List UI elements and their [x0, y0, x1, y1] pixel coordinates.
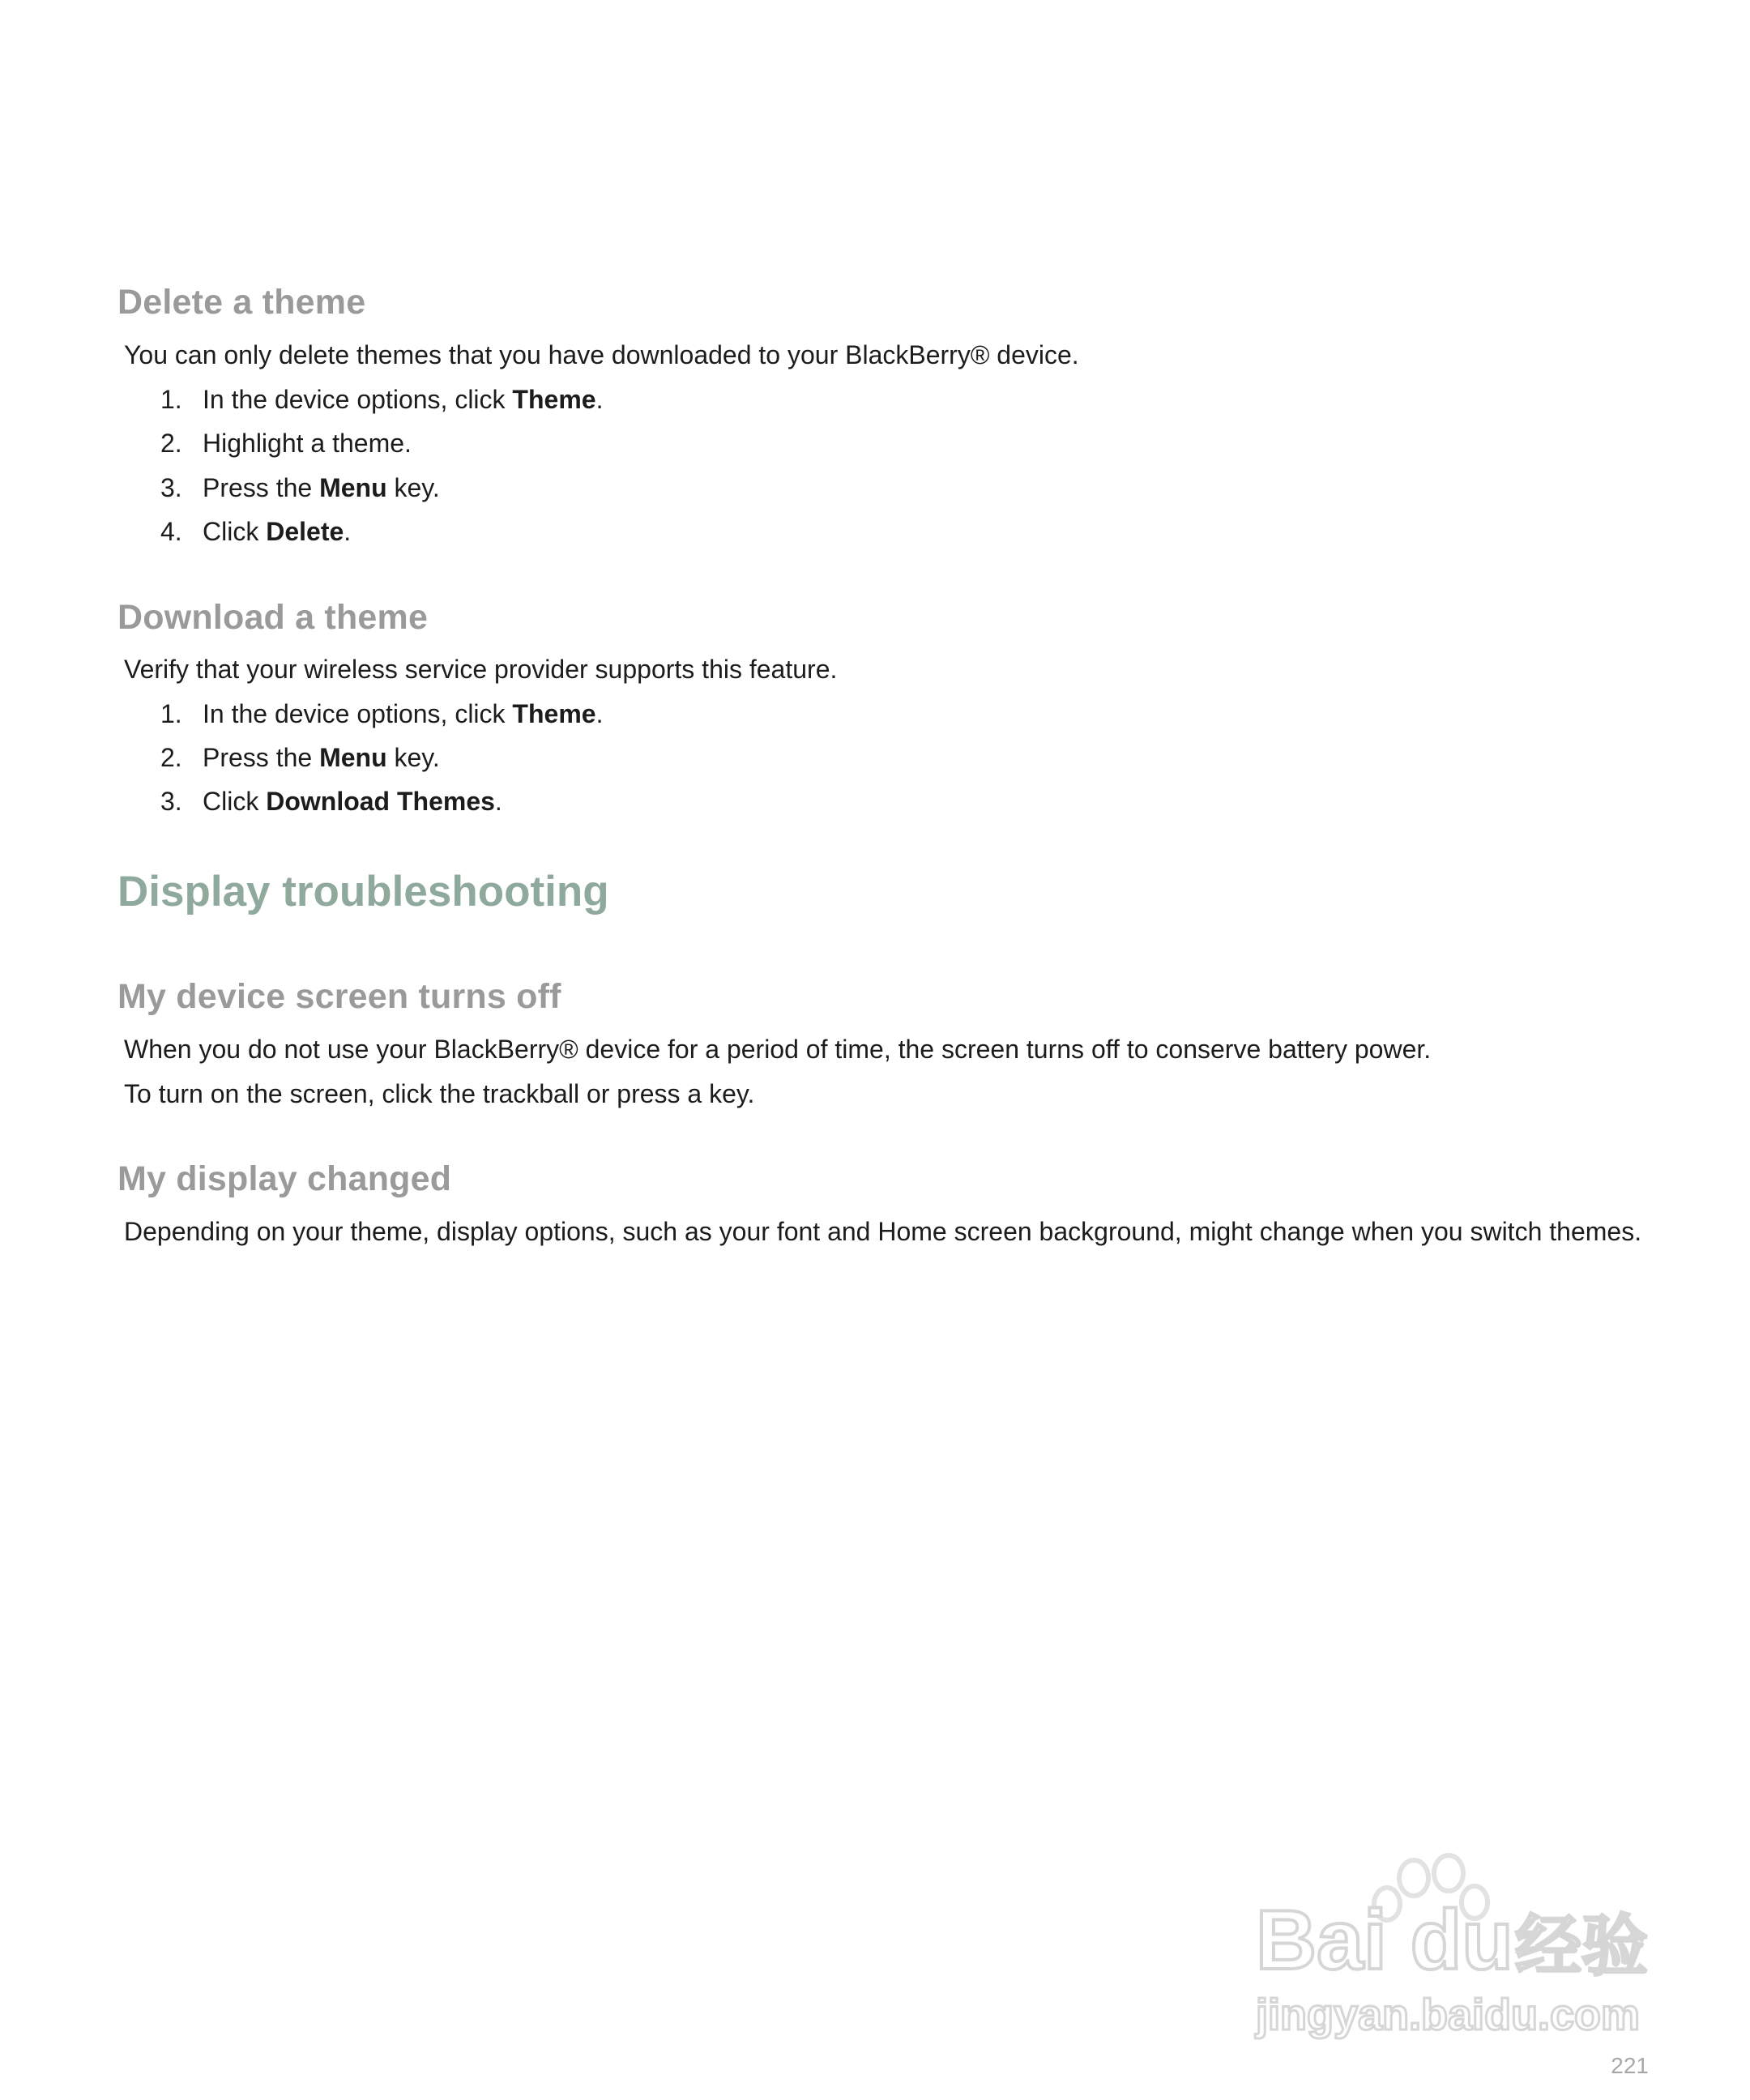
screen-off-line-1: When you do not use your BlackBerry® device for a period of time, the screen turns off to conserve battery power. — [124, 1035, 1432, 1064]
display-troubleshooting-heading: Display troubleshooting — [117, 868, 609, 916]
download-step-3: 3. Click Download Themes. — [160, 787, 502, 816]
page-number: 221 — [1611, 2053, 1649, 2078]
download-step-1: 1. In the device options, click Theme. — [160, 699, 604, 728]
svg-text:经验: 经验 — [1515, 1908, 1649, 1985]
delete-step-2: 2. Highlight a theme. — [160, 429, 412, 458]
delete-step-4: 4. Click Delete. — [160, 517, 352, 546]
delete-step-3: 3. Press the Menu key. — [160, 473, 440, 502]
display-changed-heading: My display changed — [117, 1159, 452, 1198]
screen-off-line-2: To turn on the screen, click the trackball or press a key. — [124, 1079, 755, 1108]
svg-text:jingyan.baidu.com: jingyan.baidu.com — [1256, 1991, 1641, 2039]
download-theme-heading: Download a theme — [117, 598, 429, 637]
baidu-watermark-logo — [1248, 1847, 1661, 2042]
download-theme-intro: Verify that your wireless service provider supports this feature. — [124, 655, 838, 684]
display-changed-line-1: Depending on your theme, display options, such as your font and Home screen background, might change when you switch themes. — [124, 1217, 1642, 1246]
delete-step-1: 1. In the device options, click Theme. — [160, 385, 604, 414]
delete-theme-heading: Delete a theme — [117, 283, 366, 322]
svg-text:Bai du: Bai du — [1256, 1893, 1513, 1987]
download-step-2: 2. Press the Menu key. — [160, 743, 440, 772]
delete-theme-intro: You can only delete themes that you have downloaded to your BlackBerry® device. — [124, 340, 1079, 369]
screen-off-heading: My device screen turns off — [117, 977, 561, 1016]
